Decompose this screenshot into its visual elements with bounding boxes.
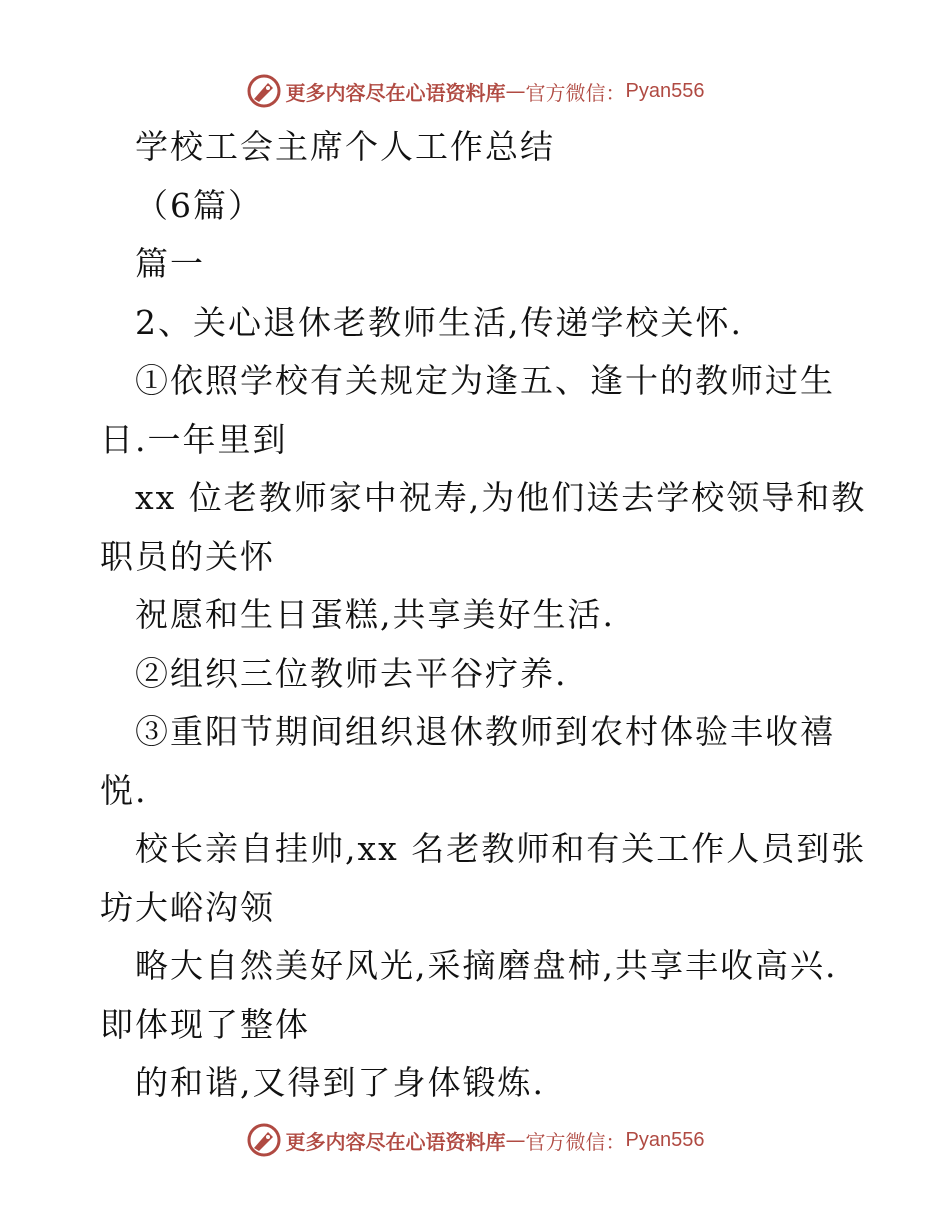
document-line: 略大自然美好风光,采摘磨盘柿,共享丰收高兴. xyxy=(135,946,838,985)
banner-official-label: 官方微信： xyxy=(525,1129,626,1154)
banner-separator: — xyxy=(505,1128,526,1152)
document-line: ③重阳节期间组织退休教师到农村体验丰收禧 xyxy=(135,712,835,751)
banner-wechat-id: Pyan556 xyxy=(625,1128,705,1151)
document-line: ②组织三位教师去平谷疗养. xyxy=(135,653,568,693)
banner-brand-text: 更多内容尽在心语资料库 xyxy=(285,80,506,105)
pen-nib-logo-icon xyxy=(246,1122,282,1158)
document-line: 学校工会主席个人工作总结 xyxy=(135,127,555,166)
pen-nib-logo-icon xyxy=(246,73,282,109)
banner-separator: — xyxy=(505,79,526,103)
document-line: 日.一年里到 xyxy=(100,419,288,459)
document-line: （6篇） xyxy=(135,185,263,225)
document-line: 祝愿和生日蛋糕,共享美好生活. xyxy=(135,595,615,634)
document-body xyxy=(100,118,867,1113)
document-line: 校长亲自挂帅,xx 名老教师和有关工作人员到张 xyxy=(135,829,867,868)
document-line: xx 位老教师家中祝寿,为他们送去学校领导和教 xyxy=(135,478,867,517)
document-line: 坊大峪沟领 xyxy=(100,887,275,927)
header-watermark-banner xyxy=(0,71,950,111)
footer-watermark-banner xyxy=(0,1120,950,1160)
document-line: 职员的关怀 xyxy=(100,536,275,576)
document-line: 2、关心退休老教师生活,传递学校关怀. xyxy=(135,302,743,342)
document-line: 的和谐,又得到了身体锻炼. xyxy=(135,1063,545,1102)
banner-brand-text: 更多内容尽在心语资料库 xyxy=(285,1129,506,1154)
document-line: 悦. xyxy=(100,770,148,810)
banner-wechat-id: Pyan556 xyxy=(625,79,705,102)
document-line: 篇一 xyxy=(135,244,205,283)
banner-official-label: 官方微信： xyxy=(525,80,626,105)
document-line: ①依照学校有关规定为逢五、逢十的教师过生 xyxy=(135,361,835,400)
document-line: 即体现了整体 xyxy=(100,1004,310,1044)
